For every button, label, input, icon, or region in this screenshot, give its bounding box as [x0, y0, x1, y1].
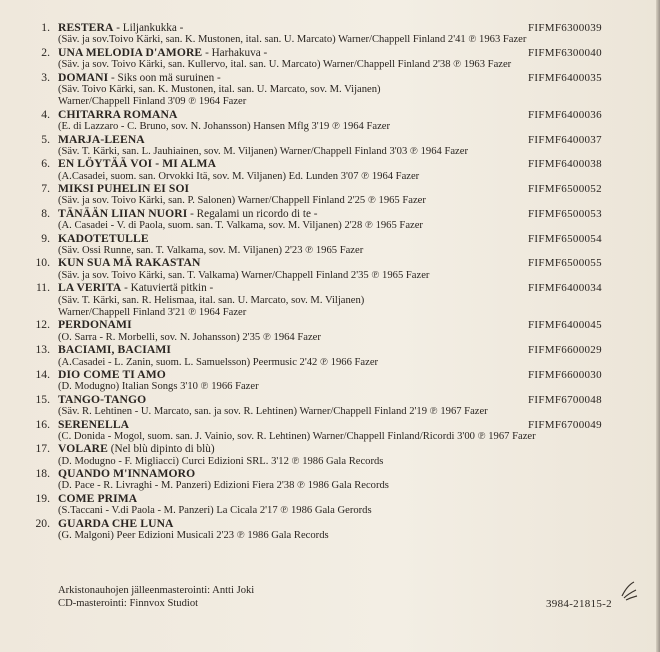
track-title: CHITARRA ROMANA [58, 107, 178, 121]
isrc-code: FIFMF6400036 [528, 108, 602, 121]
track-item [0, 282, 640, 319]
track-list [0, 22, 640, 542]
track-number: 7. [41, 182, 50, 196]
track-item [0, 518, 640, 543]
track-number: 2. [41, 45, 50, 59]
track-title: MIKSI PUHELIN EI SOI [58, 182, 190, 196]
isrc-code: FIFMF6400045 [528, 319, 602, 332]
track-number: 12. [35, 318, 50, 332]
track-header-line [0, 518, 640, 530]
track-title: TANGO-TANGO [58, 392, 147, 406]
footer-credits [58, 585, 254, 610]
track-item [0, 394, 640, 419]
track-detail-line [0, 295, 640, 307]
track-heading [58, 319, 132, 331]
track-credits: (Säv. ja sov.Toivo Kärki, san. K. Mustonen, ital. san. U. Marcato) Warner/Chappell Finland 2'41 ℗ 1963 Fazer [58, 34, 527, 46]
track-item [0, 158, 640, 183]
track-detail-line [0, 530, 640, 542]
track-credits: (E. di Lazzaro - C. Bruno, sov. N. Johansson) Hansen Mflg 3'19 ℗ 1964 Fazer [58, 121, 391, 133]
track-credits: (D. Modugno - F. Migliacci) Curci Edizioni SRL. 3'12 ℗ 1986 Gala Records [58, 455, 384, 467]
track-title: LA VERITA [58, 281, 122, 295]
track-item [0, 134, 640, 159]
track-credits: (Säv. ja sov. Toivo Kärki, san. P. Salonen) Warner/Chappell Finland 2'25 ℗ 1965 Fazer [58, 195, 426, 207]
track-title: VOLARE [58, 442, 108, 456]
isrc-code: FIFMF6400038 [528, 158, 602, 171]
track-credits: (Säv. Toivo Kärki, san. K. Mustonen, ital. san. U. Marcato, sov. M. Vijanen) [58, 83, 381, 95]
track-credits: (A. Casadei - V. di Paola, suom. san. T. Valkama, sov. M. Viljanen) 2'28 ℗ 1965 Fazer [58, 220, 423, 232]
track-item [0, 493, 640, 518]
isrc-code: FIFMF6700048 [528, 393, 602, 406]
catalog-number: 3984-21815-2 [546, 598, 612, 610]
track-number: 10. [35, 256, 50, 270]
track-item [0, 109, 640, 134]
track-number: 18. [35, 467, 50, 481]
track-credits: Warner/Chappell Finland 3'21 ℗ 1964 Fazer [58, 306, 247, 318]
track-title: TÄNÄÄN LIIAN NUORI [58, 206, 188, 220]
track-credits: (Säv. ja sov. Toivo Kärki, san. Kullervo, ital. san. U. Marcato) Warner/Chappell Finland 2'38 ℗ 1963 Fazer [58, 59, 512, 71]
track-heading [58, 344, 171, 356]
isrc-code: FIFMF6600030 [528, 368, 602, 381]
track-heading [58, 72, 221, 84]
track-heading [58, 208, 318, 220]
track-header-line [0, 369, 640, 381]
track-heading [58, 493, 137, 505]
cd-master-credit: CD-masterointi: Finnvox Studiot [58, 597, 199, 609]
isrc-code: FIFMF6400035 [528, 71, 602, 84]
track-credits: (G. Malgoni) Peer Edizioni Musicali 2'23 ℗ 1986 Gala Records [58, 530, 329, 542]
track-heading [58, 443, 215, 455]
track-number: 6. [41, 157, 50, 171]
track-number: 14. [35, 367, 50, 381]
isrc-code: FIFMF6700049 [528, 418, 602, 431]
track-title: UNA MELODIA D'AMORE [58, 45, 203, 59]
isrc-code: FIFMF6500055 [528, 257, 602, 270]
track-heading [58, 158, 216, 170]
track-header-line [0, 344, 640, 356]
track-number: 3. [41, 70, 50, 84]
track-header-line [0, 257, 640, 269]
track-header-line [0, 493, 640, 505]
track-header-line [0, 233, 640, 245]
track-number: 4. [41, 107, 50, 121]
track-number: 17. [35, 442, 50, 456]
track-title: EN LÖYTÄÄ VOI - MI ALMA [58, 157, 217, 171]
track-header-line [0, 443, 640, 455]
track-heading [58, 134, 145, 146]
track-title: BACIAMI, BACIAMI [58, 343, 172, 357]
track-number: 1. [41, 21, 50, 34]
track-heading [58, 47, 267, 59]
track-heading [58, 233, 149, 245]
track-number: 9. [41, 231, 50, 245]
track-header-line [0, 394, 640, 406]
signature-mark-icon [618, 578, 640, 602]
track-item [0, 419, 640, 444]
track-item [0, 319, 640, 344]
track-credits: (Säv. T. Kärki, san. L. Jauhiainen, sov. M. Viljanen) Warner/Chappell Finland 3'03 ℗ 1964 Fazer [58, 145, 468, 157]
track-item [0, 257, 640, 282]
track-title: PERDONAMI [58, 318, 132, 332]
track-item [0, 344, 640, 369]
track-item [0, 233, 640, 258]
track-credits: (D. Pace - R. Livraghi - M. Panzeri) Edizioni Fiera 2'38 ℗ 1986 Gala Records [58, 480, 389, 492]
track-credits: (S.Taccani - V.di Paola - M. Panzeri) La Cicala 2'17 ℗ 1986 Gala Gerords [58, 505, 372, 517]
track-number: 19. [35, 491, 50, 505]
track-subtitle: - Harhakuva - [202, 46, 268, 59]
track-number: 16. [35, 417, 50, 431]
track-detail-line [0, 84, 640, 96]
track-item [0, 72, 640, 109]
track-number: 8. [41, 206, 50, 220]
isrc-code: FIFMF6500052 [528, 183, 602, 196]
isrc-code: FIFMF6300039 [528, 22, 602, 34]
isrc-code: FIFMF6500054 [528, 232, 602, 245]
track-title: MARJA-LEENA [58, 132, 145, 146]
isrc-code: FIFMF6600029 [528, 344, 602, 357]
track-header-line [0, 208, 640, 220]
isrc-code: FIFMF6500053 [528, 207, 602, 220]
track-credits: (O. Sarra - R. Morbelli, sov. N. Johansson) 2'35 ℗ 1964 Fazer [58, 331, 321, 343]
track-heading [58, 394, 146, 406]
track-title: DOMANI [58, 70, 109, 84]
track-header-line [0, 22, 640, 34]
track-credits: (Säv. R. Lehtinen - U. Marcato, san. ja sov. R. Lehtinen) Warner/Chappell Finland 2'19 ℗ 1967 Fazer [58, 406, 488, 418]
track-heading [58, 183, 189, 195]
track-item [0, 183, 640, 208]
track-credits: (Säv. Ossi Runne, san. T. Valkama, sov. M. Viljanen) 2'23 ℗ 1965 Fazer [58, 245, 364, 257]
track-header-line [0, 468, 640, 480]
track-credits: (A.Casadei, suom. san. Orvokki Itä, sov. M. Viljanen) Ed. Lunden 3'07 ℗ 1964 Fazer [58, 170, 420, 182]
track-title: QUANDO M'INNAMORO [58, 467, 196, 481]
track-header-line [0, 183, 640, 195]
track-number: 20. [35, 516, 50, 530]
track-heading [58, 282, 213, 294]
track-title: KUN SUA MÄ RAKASTAN [58, 256, 201, 270]
track-number: 13. [35, 343, 50, 357]
track-header-line [0, 158, 640, 170]
track-subtitle: - Siks oon mä suruinen - [108, 71, 221, 84]
track-header-line [0, 319, 640, 331]
track-credits: Warner/Chappell Finland 3'09 ℗ 1964 Fazer [58, 96, 247, 108]
track-item [0, 22, 640, 47]
track-subtitle: - Regalami un ricordo di te - [187, 207, 318, 220]
track-credits: (Säv. T. Kärki, san. R. Helismaa, ital. san. U. Marcato, sov. M. Viljanen) [58, 294, 365, 306]
track-heading [58, 518, 174, 530]
track-number: 11. [35, 281, 50, 295]
track-heading [58, 257, 200, 269]
track-title: KADOTETULLE [58, 231, 149, 245]
track-item [0, 468, 640, 493]
track-heading [58, 109, 177, 121]
track-heading [58, 419, 129, 431]
track-header-line [0, 72, 640, 84]
track-heading [58, 22, 183, 34]
track-title: COME PRIMA [58, 491, 138, 505]
track-number: 5. [41, 132, 50, 146]
track-title: GUARDA CHE LUNA [58, 516, 174, 530]
page-edge [656, 0, 660, 652]
track-credits: (Säv. ja sov. Toivo Kärki, san. T. Valkama) Warner/Chappell Finland 2'35 ℗ 1965 Fazer [58, 269, 430, 281]
track-item [0, 47, 640, 72]
track-title: SERENELLA [58, 417, 130, 431]
track-header-line [0, 47, 640, 59]
track-subtitle: - Katuviertä pitkin - [121, 282, 214, 295]
track-subtitle: (Nel blù dipinto di blù) [107, 443, 215, 456]
track-credits: (D. Modugno) Italian Songs 3'10 ℗ 1966 Fazer [58, 381, 259, 393]
track-credits: (C. Donida - Mogol, suom. san. J. Vainio, sov. R. Lehtinen) Warner/Chappell Finland/Ricordi 3'00 ℗ 1967 Fazer [58, 430, 536, 442]
track-item [0, 369, 640, 394]
track-header-line [0, 282, 640, 294]
track-header-line [0, 109, 640, 121]
track-title: DIO COME TI AMO [58, 367, 166, 381]
track-header-line [0, 419, 640, 431]
track-credits: (A.Casadei - L. Zanin, suom. L. Samuelsson) Peermusic 2'42 ℗ 1966 Fazer [58, 356, 379, 368]
track-heading [58, 468, 195, 480]
isrc-code: FIFMF6300040 [528, 46, 602, 59]
track-item [0, 443, 640, 468]
track-number: 15. [35, 392, 50, 406]
isrc-code: FIFMF6400037 [528, 133, 602, 146]
track-header-line [0, 134, 640, 146]
archive-credit: Arkistonauhojen jälleenmasterointi: Antti Joki [58, 585, 255, 596]
track-item [0, 208, 640, 233]
track-subtitle: - Liljankukka - [113, 22, 184, 34]
track-heading [58, 369, 166, 381]
isrc-code: FIFMF6400034 [528, 282, 602, 295]
track-title: RESTERA [58, 21, 114, 34]
